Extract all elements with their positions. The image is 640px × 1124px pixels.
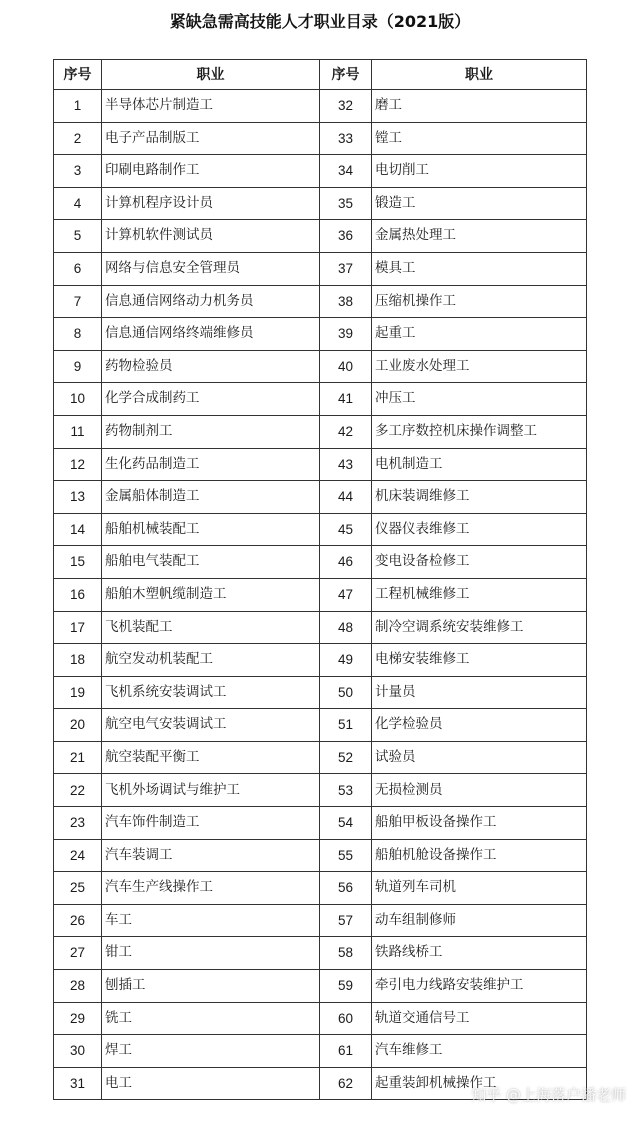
table-row xyxy=(54,122,587,155)
occupation-name-left: 航空电气安装调试工 xyxy=(102,709,320,742)
header-occupation-right: 职业 xyxy=(372,60,587,90)
occupation-name-left: 车工 xyxy=(102,904,320,937)
table-row xyxy=(54,1035,587,1068)
occupation-name-right: 仪器仪表维修工 xyxy=(372,513,587,546)
occupation-name-right: 铁路线桥工 xyxy=(372,937,587,970)
table-row xyxy=(54,90,587,123)
serial-number-left: 28 xyxy=(54,970,102,1003)
occupation-name-right: 电梯安装维修工 xyxy=(372,644,587,677)
table-row xyxy=(54,578,587,611)
serial-number-right: 59 xyxy=(320,970,372,1003)
table-row xyxy=(54,383,587,416)
occupation-name-right: 无损检测员 xyxy=(372,774,587,807)
serial-number-left: 9 xyxy=(54,350,102,383)
table-row xyxy=(54,285,587,318)
serial-number-left: 19 xyxy=(54,676,102,709)
serial-number-right: 53 xyxy=(320,774,372,807)
serial-number-right: 32 xyxy=(320,90,372,123)
serial-number-left: 3 xyxy=(54,155,102,188)
serial-number-right: 42 xyxy=(320,415,372,448)
occupation-name-left: 船舶木塑帆缆制造工 xyxy=(102,578,320,611)
occupation-name-left: 信息通信网络终端维修员 xyxy=(102,318,320,351)
occupation-name-left: 航空发动机装配工 xyxy=(102,644,320,677)
occupation-name-right: 冲压工 xyxy=(372,383,587,416)
table-row xyxy=(54,872,587,905)
occupation-name-left: 电子产品制版工 xyxy=(102,122,320,155)
table-row xyxy=(54,839,587,872)
serial-number-right: 51 xyxy=(320,709,372,742)
table-row xyxy=(54,350,587,383)
occupation-name-left: 飞机系统安装调试工 xyxy=(102,676,320,709)
serial-number-left: 15 xyxy=(54,546,102,579)
occupation-name-left: 刨插工 xyxy=(102,970,320,1003)
serial-number-right: 49 xyxy=(320,644,372,677)
table-row xyxy=(54,513,587,546)
occupation-name-right: 动车组制修师 xyxy=(372,904,587,937)
serial-number-right: 56 xyxy=(320,872,372,905)
table-row xyxy=(54,807,587,840)
header-serial-left: 序号 xyxy=(54,60,102,90)
occupation-name-right: 汽车维修工 xyxy=(372,1035,587,1068)
serial-number-left: 2 xyxy=(54,122,102,155)
table-row xyxy=(54,937,587,970)
serial-number-left: 16 xyxy=(54,578,102,611)
table-row xyxy=(54,709,587,742)
occupation-name-left: 汽车装调工 xyxy=(102,839,320,872)
table-row xyxy=(54,220,587,253)
occupation-name-right: 金属热处理工 xyxy=(372,220,587,253)
serial-number-right: 50 xyxy=(320,676,372,709)
header-occupation-left: 职业 xyxy=(102,60,320,90)
serial-number-left: 27 xyxy=(54,937,102,970)
serial-number-right: 58 xyxy=(320,937,372,970)
serial-number-left: 5 xyxy=(54,220,102,253)
occupation-name-left: 汽车饰件制造工 xyxy=(102,807,320,840)
occupation-name-right: 起重工 xyxy=(372,318,587,351)
serial-number-right: 36 xyxy=(320,220,372,253)
occupation-name-left: 飞机装配工 xyxy=(102,611,320,644)
serial-number-left: 18 xyxy=(54,644,102,677)
occupation-name-left: 网络与信息安全管理员 xyxy=(102,252,320,285)
serial-number-left: 8 xyxy=(54,318,102,351)
serial-number-left: 21 xyxy=(54,741,102,774)
occupation-name-right: 船舶甲板设备操作工 xyxy=(372,807,587,840)
table-row xyxy=(54,970,587,1003)
occupation-name-right: 变电设备检修工 xyxy=(372,546,587,579)
occupation-name-right: 工程机械维修工 xyxy=(372,578,587,611)
occupation-name-right: 牵引电力线路安装维护工 xyxy=(372,970,587,1003)
serial-number-left: 29 xyxy=(54,1002,102,1035)
serial-number-right: 45 xyxy=(320,513,372,546)
serial-number-right: 34 xyxy=(320,155,372,188)
serial-number-left: 12 xyxy=(54,448,102,481)
serial-number-right: 52 xyxy=(320,741,372,774)
serial-number-right: 44 xyxy=(320,481,372,514)
occupation-name-left: 电工 xyxy=(102,1067,320,1100)
serial-number-right: 43 xyxy=(320,448,372,481)
occupation-name-right: 镗工 xyxy=(372,122,587,155)
occupation-name-left: 钳工 xyxy=(102,937,320,970)
occupation-name-right: 模具工 xyxy=(372,252,587,285)
table-row xyxy=(54,904,587,937)
serial-number-left: 17 xyxy=(54,611,102,644)
occupation-name-right: 起重装卸机械操作工 xyxy=(372,1067,587,1100)
occupation-name-right: 机床装调维修工 xyxy=(372,481,587,514)
occupation-name-right: 轨道交通信号工 xyxy=(372,1002,587,1035)
serial-number-left: 13 xyxy=(54,481,102,514)
serial-number-right: 62 xyxy=(320,1067,372,1100)
occupation-name-right: 多工序数控机床操作调整工 xyxy=(372,415,587,448)
zhihu-watermark: 知乎 @上海落户潘老师 xyxy=(471,1086,626,1104)
table-row xyxy=(54,676,587,709)
table-row xyxy=(54,155,587,188)
serial-number-right: 38 xyxy=(320,285,372,318)
occupation-name-right: 计量员 xyxy=(372,676,587,709)
table-row xyxy=(54,481,587,514)
table-row xyxy=(54,546,587,579)
serial-number-right: 48 xyxy=(320,611,372,644)
serial-number-left: 6 xyxy=(54,252,102,285)
serial-number-right: 39 xyxy=(320,318,372,351)
occupation-name-right: 试验员 xyxy=(372,741,587,774)
serial-number-right: 37 xyxy=(320,252,372,285)
occupation-name-left: 船舶电气装配工 xyxy=(102,546,320,579)
serial-number-right: 60 xyxy=(320,1002,372,1035)
occupation-name-left: 焊工 xyxy=(102,1035,320,1068)
serial-number-left: 22 xyxy=(54,774,102,807)
occupation-name-right: 磨工 xyxy=(372,90,587,123)
header-serial-right: 序号 xyxy=(320,60,372,90)
occupation-name-left: 药物检验员 xyxy=(102,350,320,383)
occupation-name-left: 航空装配平衡工 xyxy=(102,741,320,774)
occupation-name-left: 印刷电路制作工 xyxy=(102,155,320,188)
occupation-name-left: 铣工 xyxy=(102,1002,320,1035)
occupation-name-right: 工业废水处理工 xyxy=(372,350,587,383)
occupation-name-right: 电机制造工 xyxy=(372,448,587,481)
serial-number-right: 57 xyxy=(320,904,372,937)
occupation-name-left: 信息通信网络动力机务员 xyxy=(102,285,320,318)
serial-number-right: 33 xyxy=(320,122,372,155)
serial-number-left: 30 xyxy=(54,1035,102,1068)
table-row xyxy=(54,1002,587,1035)
occupation-name-right: 锻造工 xyxy=(372,187,587,220)
serial-number-left: 14 xyxy=(54,513,102,546)
occupation-name-left: 飞机外场调试与维护工 xyxy=(102,774,320,807)
occupation-name-right: 压缩机操作工 xyxy=(372,285,587,318)
occupation-name-right: 电切削工 xyxy=(372,155,587,188)
serial-number-right: 61 xyxy=(320,1035,372,1068)
serial-number-right: 40 xyxy=(320,350,372,383)
table-row xyxy=(54,774,587,807)
serial-number-left: 7 xyxy=(54,285,102,318)
table-header-row xyxy=(54,60,587,90)
occupation-name-left: 生化药品制造工 xyxy=(102,448,320,481)
occupation-name-left: 船舶机械装配工 xyxy=(102,513,320,546)
serial-number-left: 25 xyxy=(54,872,102,905)
table-row xyxy=(54,252,587,285)
serial-number-right: 55 xyxy=(320,839,372,872)
serial-number-left: 1 xyxy=(54,90,102,123)
serial-number-right: 46 xyxy=(320,546,372,579)
occupation-name-left: 计算机程序设计员 xyxy=(102,187,320,220)
serial-number-right: 47 xyxy=(320,578,372,611)
occupation-name-left: 半导体芯片制造工 xyxy=(102,90,320,123)
occupation-name-right: 船舶机舱设备操作工 xyxy=(372,839,587,872)
table-row xyxy=(54,318,587,351)
occupation-name-left: 药物制剂工 xyxy=(102,415,320,448)
serial-number-right: 35 xyxy=(320,187,372,220)
serial-number-left: 4 xyxy=(54,187,102,220)
serial-number-right: 54 xyxy=(320,807,372,840)
occupation-table xyxy=(53,59,587,1100)
occupation-name-left: 计算机软件测试员 xyxy=(102,220,320,253)
table-row xyxy=(54,741,587,774)
serial-number-left: 31 xyxy=(54,1067,102,1100)
serial-number-left: 24 xyxy=(54,839,102,872)
table-row xyxy=(54,611,587,644)
serial-number-left: 26 xyxy=(54,904,102,937)
document-title: 紧缺急需高技能人才职业目录（2021版） xyxy=(169,12,471,31)
occupation-name-right: 轨道列车司机 xyxy=(372,872,587,905)
table-row xyxy=(54,415,587,448)
occupation-name-left: 金属船体制造工 xyxy=(102,481,320,514)
serial-number-right: 41 xyxy=(320,383,372,416)
serial-number-left: 10 xyxy=(54,383,102,416)
table-row xyxy=(54,644,587,677)
occupation-name-left: 汽车生产线操作工 xyxy=(102,872,320,905)
serial-number-left: 11 xyxy=(54,415,102,448)
occupation-name-right: 制冷空调系统安装维修工 xyxy=(372,611,587,644)
table-row xyxy=(54,448,587,481)
serial-number-left: 20 xyxy=(54,709,102,742)
table-row xyxy=(54,187,587,220)
occupation-name-right: 化学检验员 xyxy=(372,709,587,742)
serial-number-left: 23 xyxy=(54,807,102,840)
occupation-name-left: 化学合成制药工 xyxy=(102,383,320,416)
